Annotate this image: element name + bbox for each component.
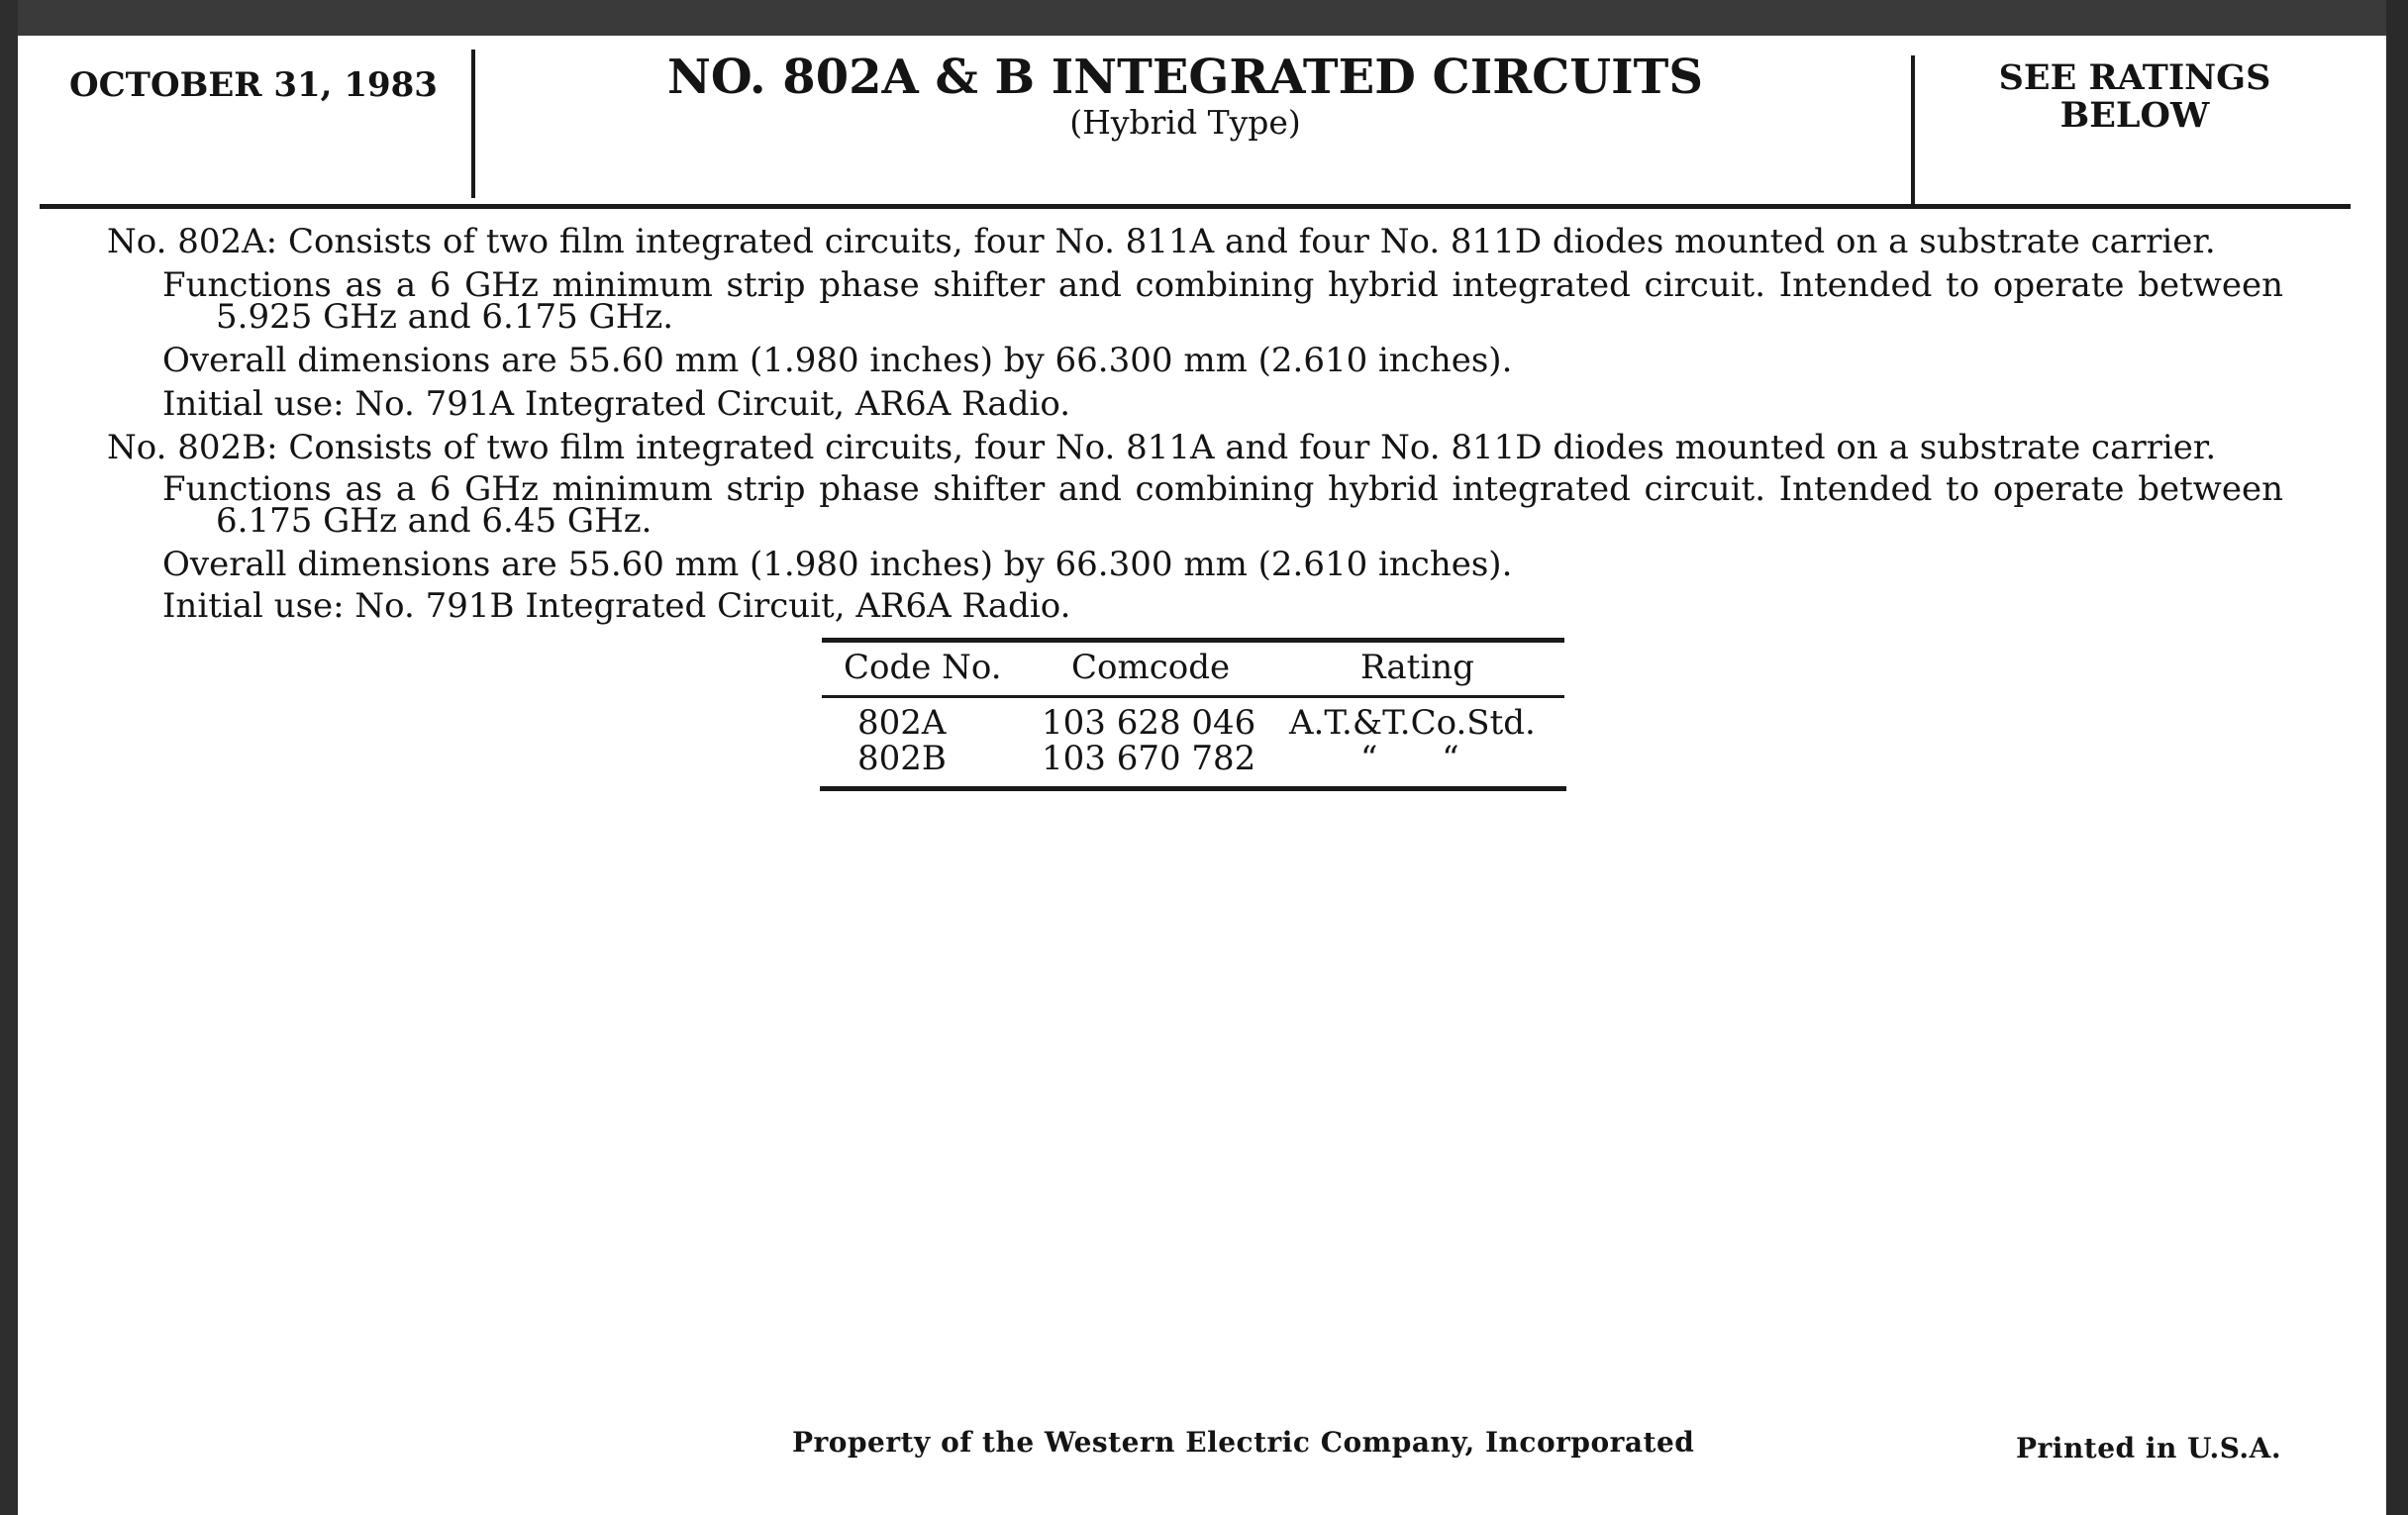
para-802b-initial-use: Initial use: No. 791B Integrated Circuit, AR6A Radio.: [162, 586, 1071, 626]
table-row-802a-code: 802A: [857, 703, 947, 743]
scan-left-edge: [0, 0, 18, 1515]
para-802b-dimensions: Overall dimensions are 55.60 mm (1.980 inches) by 66.300 mm (2.610 inches).: [162, 545, 1513, 584]
para-802b-line2: Functions as a 6 GHz minimum strip phase shifter and combining hybrid integrated circuit. Intended to operate between: [162, 469, 2283, 509]
table-header-code: Code No.: [844, 648, 1002, 687]
document-title: NO. 802A & B INTEGRATED CIRCUITS: [667, 50, 1703, 105]
ratings-note-line2: BELOW: [2059, 95, 2210, 136]
table-bottom-rule: [820, 786, 1566, 791]
header-rule: [40, 204, 2351, 209]
para-802a-line3: 5.925 GHz and 6.175 GHz.: [216, 297, 674, 337]
footer-property-notice: Property of the Western Electric Company, Incorporated: [792, 1426, 1695, 1459]
para-802a-dimensions: Overall dimensions are 55.60 mm (1.980 inches) by 66.300 mm (2.610 inches).: [162, 341, 1513, 380]
footer-printed-in: Printed in U.S.A.: [2016, 1432, 2282, 1464]
table-top-rule: [822, 638, 1564, 643]
table-header-rating: Rating: [1360, 648, 1474, 687]
document-subtitle: (Hybrid Type): [1069, 103, 1301, 142]
ratings-note: [1917, 59, 2353, 135]
ratings-note-line1: SEE RATINGS: [1998, 57, 2271, 98]
para-802a-line2: Functions as a 6 GHz minimum strip phase shifter and combining hybrid integrated circuit. Intended to operate between: [162, 265, 2283, 305]
para-802b-line1: No. 802B: Consists of two film integrated circuits, four No. 811A and four No. 811D diodes mounted on a substrate carrier.: [107, 428, 2217, 467]
para-802a-initial-use: Initial use: No. 791A Integrated Circuit, AR6A Radio.: [162, 384, 1071, 424]
table-row-802b-comcode: 103 670 782: [1042, 739, 1256, 778]
table-row-802b-rating: “ “: [1360, 739, 1459, 778]
header-divider-right: [1911, 55, 1915, 204]
para-802a-line1: No. 802A: Consists of two film integrated circuits, four No. 811A and four No. 811D diodes mounted on a substrate carrier.: [107, 222, 2216, 261]
para-802b-line3: 6.175 GHz and 6.45 GHz.: [216, 501, 652, 541]
scan-top-edge: [0, 0, 2408, 36]
table-row-802a-rating: A.T.&T.Co.Std.: [1289, 703, 1536, 743]
table-header-comcode: Comcode: [1071, 648, 1231, 687]
table-header-rule: [822, 695, 1564, 698]
document-date: OCTOBER 31, 1983: [69, 65, 438, 105]
table-row-802a-comcode: 103 628 046: [1042, 703, 1256, 743]
table-row-802b-code: 802B: [857, 739, 947, 778]
scan-right-edge: [2386, 0, 2408, 1515]
